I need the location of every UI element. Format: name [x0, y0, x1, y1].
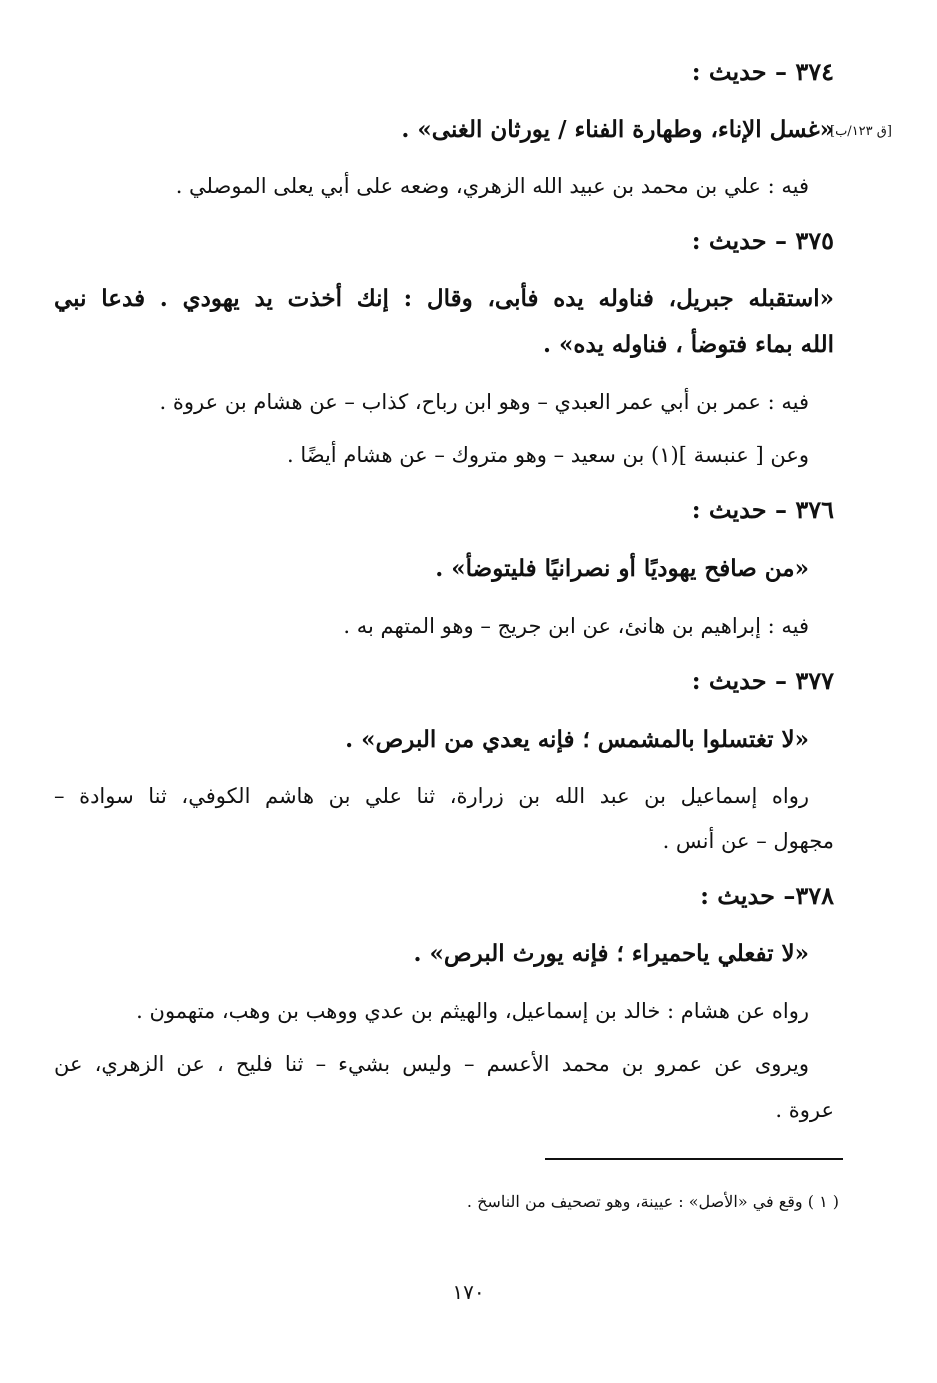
hadith-note-374: فيه : علي بن محمد بن عبيد الله الزهري، وضعه على أبي يعلى الموصلي .: [175, 174, 809, 198]
hadith-note-376: فيه : إبراهيم بن هانئ، عن ابن جريج – وهو المتهم به .: [343, 614, 809, 638]
hadith-text-375-line-1: «استقبله جبريل، فناوله يده فأبى، وقال : إنك أخذت يد يهودي . فدعا نبي: [54, 285, 834, 312]
hadith-note-378-line-2: ويروى عن عمرو بن محمد الأعسم – وليس بشيء – ثنا فليح ، عن الزهري، عن: [54, 1052, 809, 1076]
hadith-heading-376: ٣٧٦ – حديث :: [691, 495, 834, 524]
hadith-text-376: «من صافح يهوديًا أو نصرانيًا فليتوضأ» .: [435, 555, 809, 582]
hadith-note-377-line-2: مجهول – عن أنس .: [662, 829, 834, 853]
footnote-1: ( ١ ) وقع في «الأصل» : عيينة، وهو تصحيف من الناسخ .: [466, 1192, 839, 1211]
hadith-text-377: «لا تغتسلوا بالمشمس ؛ فإنه يعدي من البرص» .: [345, 726, 809, 753]
hadith-note-378-line-1: رواه عن هشام : خالد بن إسماعيل، والهيثم بن عدي ووهب بن وهب، متهمون .: [136, 999, 809, 1023]
page-number: ١٧٠: [452, 1280, 485, 1304]
hadith-text-375-line-2: الله بماء فتوضأ ، فناوله يده» .: [543, 331, 834, 358]
hadith-heading-378: ٣٧٨– حديث :: [700, 881, 834, 910]
footnote-separator: [545, 1158, 843, 1160]
hadith-note-375-line-1: فيه : عمر بن أبي عمر العبدي – وهو ابن رباح، كذاب – عن هشام بن عروة .: [159, 390, 809, 414]
hadith-heading-375: ٣٧٥ – حديث :: [691, 226, 834, 255]
hadith-text-374: «غسل الإناء، وطهارة الفناء / يورثان الغنى» .: [401, 116, 834, 143]
hadith-heading-374: ٣٧٤ – حديث :: [691, 57, 834, 86]
hadith-heading-377: ٣٧٧ – حديث :: [691, 666, 834, 695]
hadith-note-375-line-2: وعن [ عنبسة ](١) بن سعيد – وهو متروك – عن هشام أيضًا .: [287, 443, 809, 467]
manuscript-folio-reference: [ق ١٢٣/ب]: [830, 124, 892, 139]
hadith-text-378: «لا تفعلي ياحميراء ؛ فإنه يورث البرص» .: [413, 940, 809, 967]
hadith-note-377-line-1: رواه إسماعيل بن عبد الله بن زرارة، ثنا علي بن هاشم الكوفي، ثنا سوادة –: [54, 784, 809, 808]
hadith-note-378-line-3: عروة .: [775, 1098, 834, 1122]
